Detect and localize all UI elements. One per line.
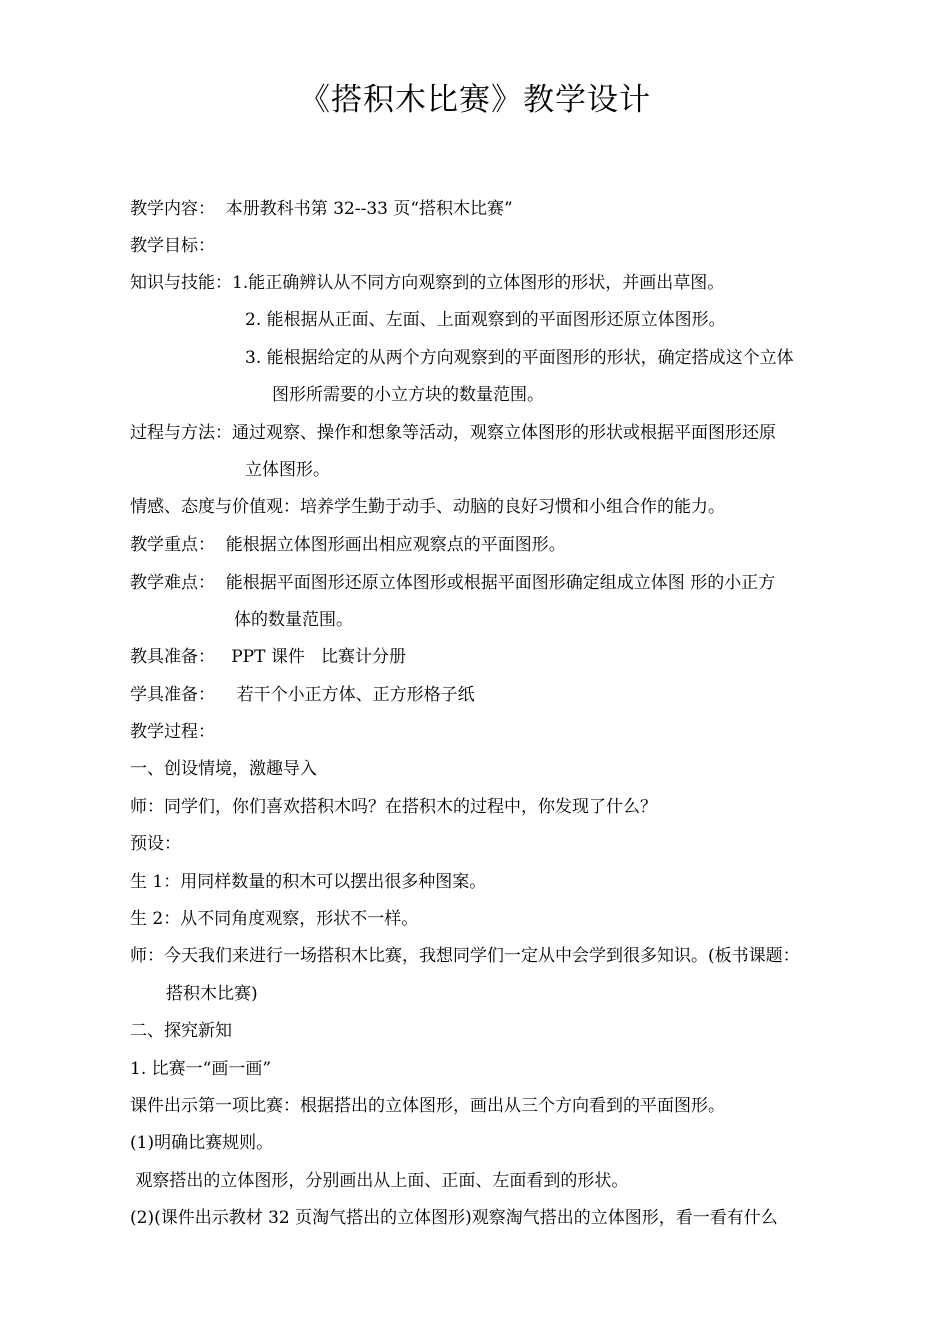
teaching-goals-heading: 教学目标：	[130, 236, 215, 256]
competition-1-heading: 1. 比赛一“画一画”	[130, 1059, 272, 1079]
rule-clarify: (1)明确比赛规则。	[130, 1133, 274, 1153]
process-method-cont: 立体图形。	[245, 460, 330, 480]
teaching-key-point: 教学重点： 能根据立体图形画出相应观察点的平面图形。	[130, 535, 566, 555]
student-2-answer: 生 2：从不同角度观察，形状不一样。	[130, 909, 419, 929]
document-title: 《搭积木比赛》教学设计	[299, 82, 651, 118]
section-2-heading: 二、探究新知	[130, 1021, 232, 1041]
teaching-difficulty-cont: 体的数量范围。	[234, 610, 353, 630]
rule-detail: 观察搭出的立体图形，分别画出从上面、正面、左面看到的形状。	[130, 1171, 629, 1191]
knowledge-skill-3: 3. 能根据给定的从两个方向观察到的平面图形的形状，确定搭成这个立体	[245, 348, 794, 368]
teaching-process-heading: 教学过程：	[130, 722, 215, 742]
knowledge-skill-3-cont: 图形所需要的小立方块的数量范围。	[272, 385, 544, 405]
section-1-heading: 一、创设情境，激趣导入	[130, 759, 317, 779]
observe-task: (2)(课件出示教材 32 页淘气搭出的立体图形)观察淘气搭出的立体图形，看一看有什么	[130, 1208, 778, 1228]
teaching-difficulty: 教学难点： 能根据平面图形还原立体图形或根据平面图形确定组成立体图 形的小正方	[130, 573, 776, 593]
teacher-question: 师：同学们，你们喜欢搭积木吗？在搭积木的过程中，你发现了什么？	[130, 797, 657, 817]
teacher-intro-cont: 搭积木比赛)	[166, 984, 258, 1004]
knowledge-skill-1: 知识与技能：1.能正确辨认从不同方向观察到的立体图形的形状，并画出草图。	[130, 273, 725, 293]
teaching-content: 教学内容： 本册教科书第 32--33 页“搭积木比赛”	[130, 199, 513, 219]
competition-1-desc: 课件出示第一项比赛：根据搭出的立体图形，画出从三个方向看到的平面图形。	[130, 1096, 725, 1116]
teacher-intro: 师：今天我们来进行一场搭积木比赛，我想同学们一定从中会学到很多知识。(板书课题：	[130, 946, 800, 966]
knowledge-skill-2: 2. 能根据从正面、左面、上面观察到的平面图形还原立体图形。	[245, 310, 726, 330]
teacher-materials: 教具准备： PPT 课件 比赛计分册	[130, 647, 407, 667]
student-materials: 学具准备： 若干个小正方体、正方形格子纸	[130, 685, 475, 705]
process-method: 过程与方法：通过观察、操作和想象等活动，观察立体图形的形状或根据平面图形还原	[130, 423, 776, 443]
preset-label: 预设：	[130, 834, 181, 854]
emotion-values: 情感、态度与价值观：培养学生勤于动手、动脑的良好习惯和小组合作的能力。	[130, 497, 725, 517]
student-1-answer: 生 1：用同样数量的积木可以摆出很多种图案。	[130, 872, 487, 892]
